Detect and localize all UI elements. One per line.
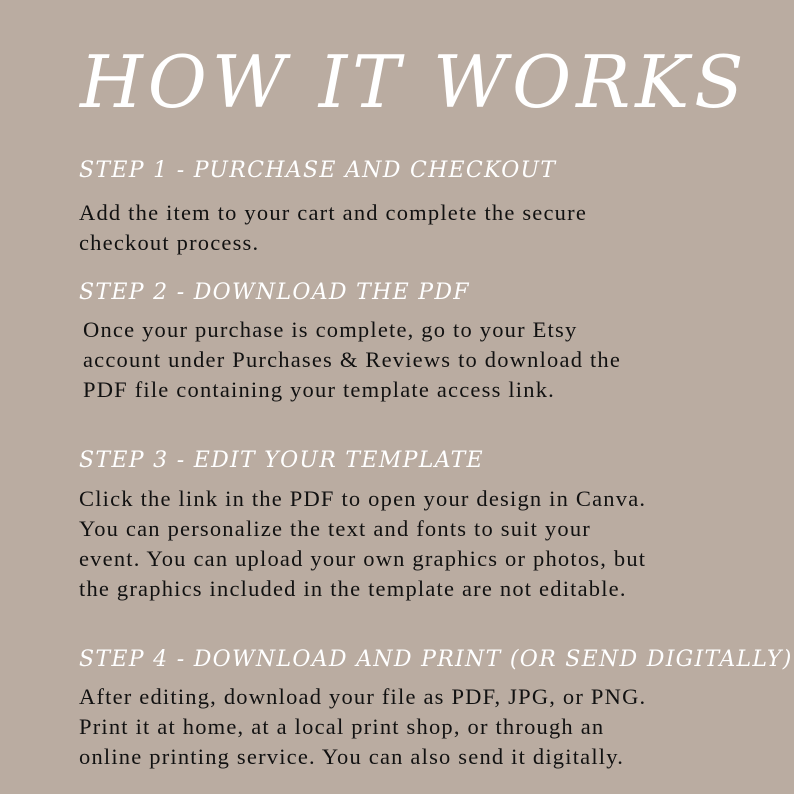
step-1-heading: STEP 1 - PURCHASE AND CHECKOUT [79, 158, 557, 183]
step-4-heading: STEP 4 - DOWNLOAD AND PRINT (OR SEND DIGITALLY) [79, 647, 793, 672]
page-title: HOW IT WORKS [80, 40, 749, 124]
step-3-description: Click the link in the PDF to open your design in Canva. You can personalize the text and fonts to suit your event. You can upload your own graphics or photos, but the graphics included in the template are not editable. [79, 486, 647, 601]
step-2-heading: STEP 2 - DOWNLOAD THE PDF [79, 280, 470, 305]
step-2-description: Once your purchase is complete, go to your Etsy account under Purchases & Reviews to download the PDF file containing your template access link. [83, 317, 622, 402]
step-3-heading: STEP 3 - EDIT YOUR TEMPLATE [79, 448, 484, 473]
step-4-description: After editing, download your file as PDF, JPG, or PNG. Print it at home, at a local print shop, or through an online printing service. You can also send it digitally. [79, 684, 647, 769]
step-1-description: Add the item to your cart and complete the secure checkout process. [79, 200, 588, 255]
